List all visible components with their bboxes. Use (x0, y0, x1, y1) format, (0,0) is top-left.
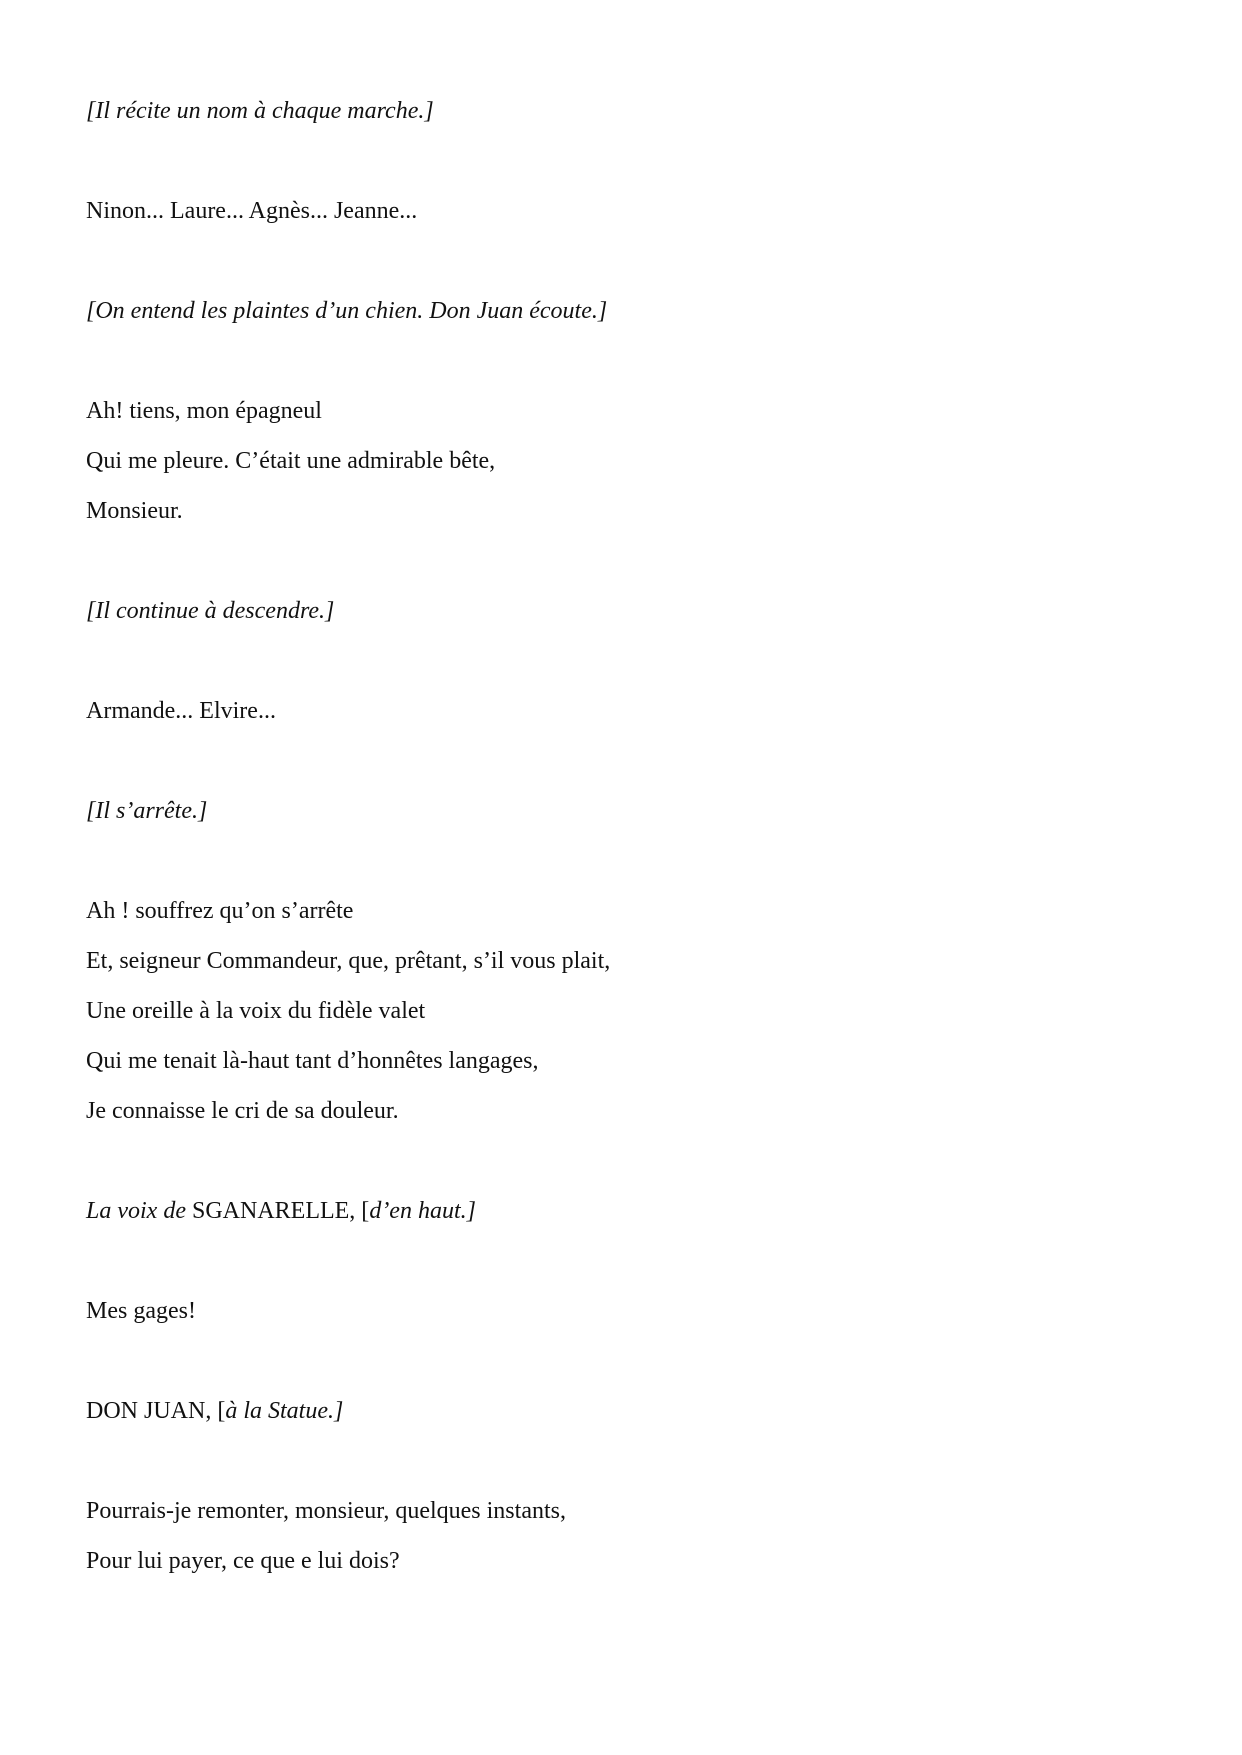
speaker-direction: à la Statue.] (225, 1398, 344, 1424)
verse-names-2: Armande... Elvire... (86, 698, 276, 724)
verse-douleur: Je connaisse le cri de sa douleur. (86, 1098, 399, 1124)
verse-langages: Qui me tenait là-haut tant d’honnêtes langages, (86, 1048, 539, 1074)
verse-souffrez: Ah ! souffrez qu’on s’arrête (86, 898, 354, 924)
verse-pleure: Qui me pleure. C’était une admirable bête, (86, 448, 496, 474)
verse-gages: Mes gages! (86, 1298, 196, 1324)
speaker-don-juan (86, 1396, 343, 1426)
speaker-name: SGANARELLE, [ (185, 1198, 370, 1224)
stage-direction-descend: [Il continue à descendre.] (86, 598, 335, 624)
speaker-name: DON JUAN, [ (86, 1398, 226, 1424)
stage-direction-dog: [On entend les plaintes d’un chien. Don Juan écoute.] (86, 298, 608, 324)
verse-epagneul: Ah! tiens, mon épagneul (86, 398, 322, 424)
verse-seigneur: Et, seigneur Commandeur, que, prêtant, s’il vous plait, (86, 948, 611, 974)
verse-monsieur: Monsieur. (86, 498, 183, 524)
verse-names-1: Ninon... Laure... Agnès... Jeanne... (86, 198, 418, 224)
verse-payer: Pour lui payer, ce que e lui dois? (86, 1548, 400, 1574)
speaker-sganarelle (86, 1196, 476, 1226)
speaker-direction: d’en haut.] (369, 1198, 476, 1224)
stage-direction-stop: [Il s’arrête.] (86, 798, 208, 824)
speaker-prefix: La voix de (86, 1198, 186, 1224)
verse-oreille: Une oreille à la voix du fidèle valet (86, 998, 426, 1024)
verse-remonter: Pourrais-je remonter, monsieur, quelques instants, (86, 1498, 566, 1524)
stage-direction-recite: [Il récite un nom à chaque marche.] (86, 98, 434, 124)
